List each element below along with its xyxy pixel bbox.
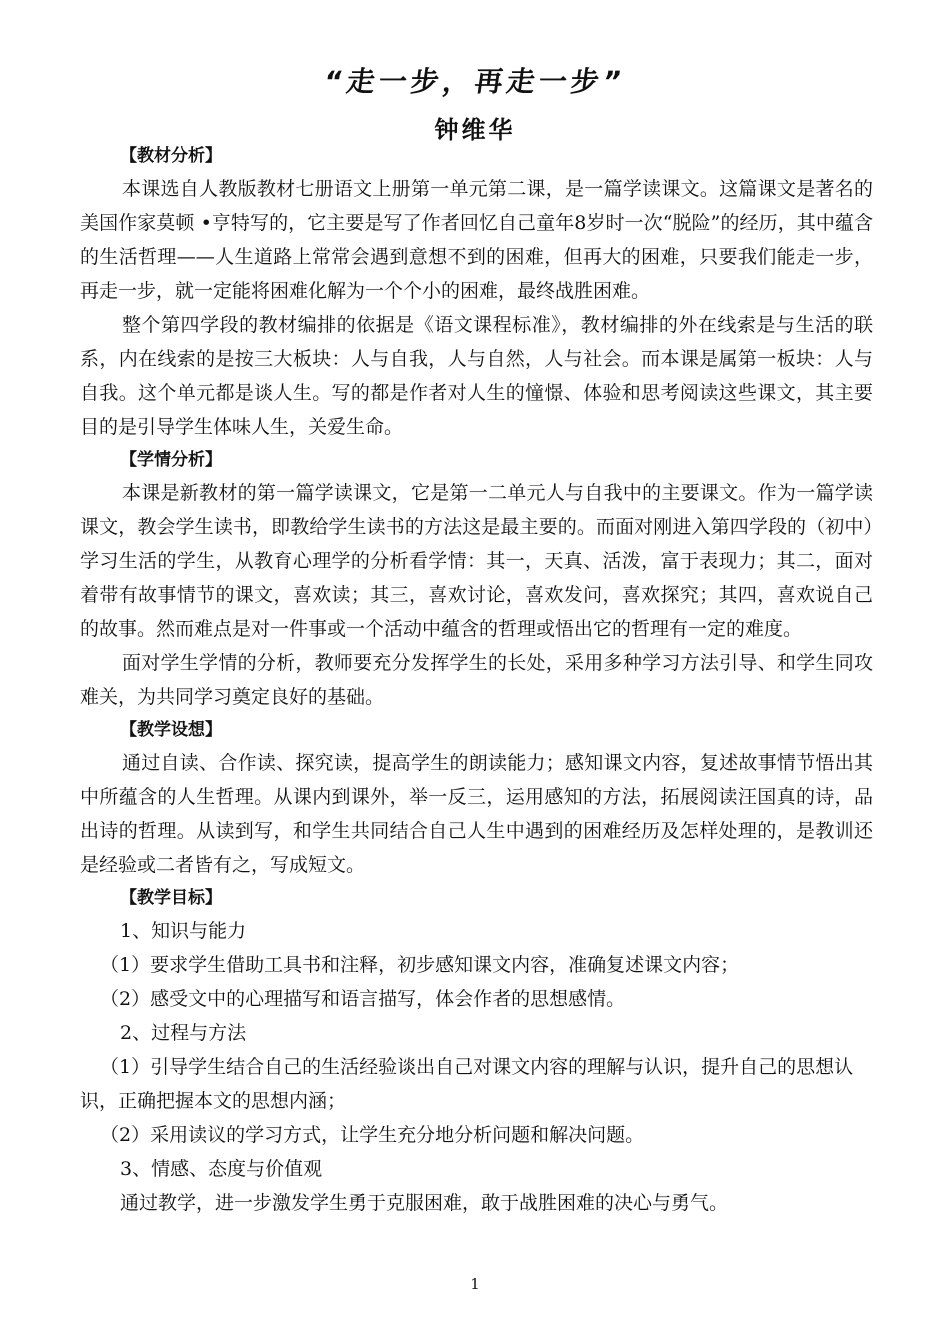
goal-item: （1）引导学生结合自己的生活经验谈出自己对课文内容的理解与认识，提升自己的思想认识，正确把握本文的思想内涵； bbox=[80, 1056, 854, 1112]
paragraph: 本课是新教材的第一篇学读课文，它是第一二单元人与自我中的主要课文。作为一篇学读课文，教会学生读书，即教给学生读书的方法这是最主要的。而面对刚进入第四学段的（初中）学习生活的学生，从教育心理学的分析看学情：其一，天真、活泼，富于表现力；其二，面对着带有故事情节的课文，喜欢读；其三，喜欢讨论，喜欢发问，喜欢探究；其四，喜欢说自己的故事。然而难点是对一件事或一个活动中蕴含的哲理或悟出它的哲理有一定的难度。 bbox=[80, 482, 873, 640]
paragraph: 面对学生学情的分析，教师要充分发挥学生的长处，采用多种学习方法引导、和学生同攻难关，为共同学习奠定良好的基础。 bbox=[80, 652, 873, 708]
goal-heading: 2、过程与方法 bbox=[120, 1022, 247, 1044]
goal-item: 通过教学，进一步激发学生勇于克服困难，敢于战胜困难的决心与勇气。 bbox=[120, 1192, 729, 1214]
heading-teaching-goals: 【教学目标】 bbox=[120, 888, 222, 908]
goal-item: （2）感受文中的心理描写和语言描写，体会作者的思想感情。 bbox=[100, 988, 626, 1010]
heading-teaching-design: 【教学设想】 bbox=[120, 720, 222, 740]
paragraph: 本课选自人教版教材七册语文上册第一单元第二课，是一篇学读课文。这篇课文是著名的美国作家莫顿 •亨特写的，它主要是写了作者回忆自己童年8岁时一次“脱险”的经历，其中蕴含的生活哲理——人生道路上常常会遇到意想不到的困难，但再大的困难，只要我们能走一步，再走一步，就一定能将困难化解为一个个小的困难，最终战胜困难。 bbox=[80, 178, 873, 302]
document-body bbox=[80, 140, 873, 1220]
author-name: 钟维华 bbox=[434, 116, 516, 144]
paragraph: 整个第四学段的教材编排的依据是《语文课程标准》，教材编排的外在线索是与生活的联系，内在线索的是按三大板块：人与自我，人与自然，人与社会。而本课是属第一板块：人与自我。这个单元都是谈人生。写的都是作者对人生的憧憬、体验和思考阅读这些课文，其主要目的是引导学生体味人生，关爱生命。 bbox=[80, 314, 873, 438]
paragraph: 通过自读、合作读、探究读，提高学生的朗读能力；感知课文内容，复述故事情节悟出其中所蕴含的人生哲理。从课内到课外，举一反三，运用感知的方法，拓展阅读汪国真的诗，品出诗的哲理。从读到写，和学生共同结合自己人生中遇到的困难经历及怎样处理的，是教训还是经验或二者皆有之，写成短文。 bbox=[80, 752, 873, 876]
goal-heading: 1、知识与能力 bbox=[120, 920, 247, 942]
page-number: 1 bbox=[470, 1275, 480, 1293]
goal-item: （1）要求学生借助工具书和注释，初步感知课文内容，准确复述课文内容； bbox=[100, 954, 740, 976]
document-title: “走一步，再走一步” bbox=[322, 65, 628, 98]
heading-learner-analysis: 【学情分析】 bbox=[120, 450, 222, 470]
goal-heading: 3、情感、态度与价值观 bbox=[120, 1158, 323, 1180]
heading-textbook-analysis: 【教材分析】 bbox=[120, 146, 222, 166]
goal-item: （2）采用读议的学习方式，让学生充分地分析问题和解决问题。 bbox=[100, 1124, 645, 1146]
